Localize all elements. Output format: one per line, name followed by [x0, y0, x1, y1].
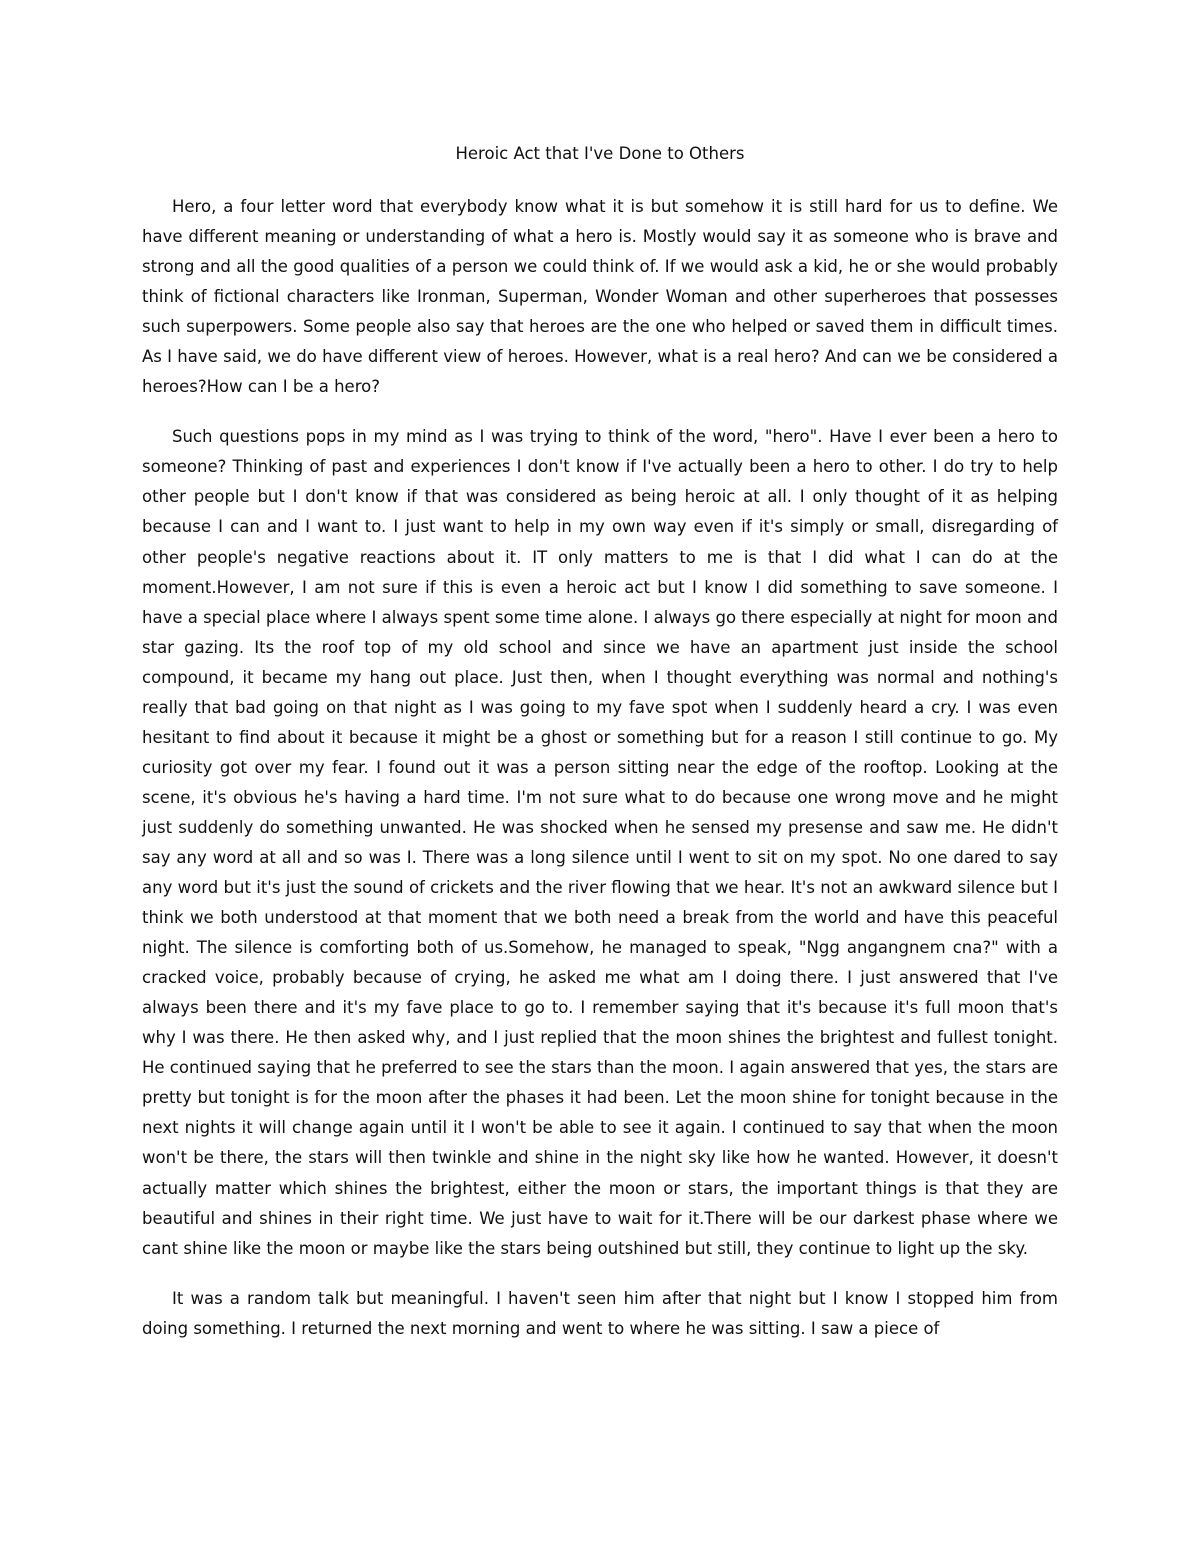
document-body — [142, 192, 1058, 1364]
paragraph-1: Hero, a four letter word that everybody know what it is but somehow it is still hard for us to define. We have different meaning or understanding of what a hero is. Mostly would say it as someone who is brave and strong and all the good qualities of a person we could think of. If we would ask a kid, he or she would probably think of fictional characters like Ironman, Superman, Wonder Woman and other superheroes that possesses such superpowers. Some people also say that heroes are the one who helped or saved them in difficult times. As I have said, we do have different view of heroes. However, what is a real hero? And can we be considered a heroes?How can I be a hero? — [142, 197, 1058, 397]
paragraph-3: It was a random talk but meaningful. I haven't seen him after that night but I know I stopped him from doing something. I returned the next morning and went to where he was sitting. I saw a piece of — [142, 1288, 1058, 1338]
paragraph-2: Such questions pops in my mind as I was trying to think of the word, "hero". Have I ever been a hero to someone? Thinking of past and experiences I don't know if I've actually been a hero to other. I do try to help other people but I don't know if that was considered as being heroic at all. I only thought of it as helping because I can and I want to. I just want to help in my own way even if it's simply or small, disregarding of other people's negative reactions about it. IT only matters to me is that I did what I can do at the moment.However, I am not sure if this is even a heroic act but I know I did something to save someone. I have a special place where I always spent some time alone. I always go there especially at night for moon and star gazing. Its the roof top of my old school and since we have an apartment just inside the school compound, it became my hang out place. Just then, when I thought everything was normal and nothing's really that bad going on that night as I was going to my fave spot when I suddenly heard a cry. I was even hesitant to find about it because it might be a ghost or something but for a reason I still continue to go. My curiosity got over my fear. I found out it was a person sitting near the edge of the rooftop. Looking at the scene, it's obvious he's having a hard time. I'm not sure what to do because one wrong move and he might just suddenly do something unwanted. He was shocked when he sensed my presense and saw me. He didn't say any word at all and so was I. There was a long silence until I went to sit on my spot. No one dared to say any word but it's just the sound of crickets and the river flowing that we hear. It's not an awkward silence but I think we both understood at that moment that we both need a break from the world and have this peaceful night. The silence is comforting both of us.Somehow, he managed to speak, "Ngg angangnem cna?" with a cracked voice, probably because of crying, he asked me what am I doing there. I just answered that I've always been there and it's my fave place to go to. I remember saying that it's because it's full moon that's why I was there. He then asked why, and I just replied that the moon shines the brightest and fullest tonight. He continued saying that he preferred to see the stars than the moon. I again answered that yes, the stars are pretty but tonight is for the moon after the phases it had been. Let the moon shine for tonight because in the next nights it will change again until it I won't be able to see it again. I continued to say that when the moon won't be there, the stars will then twinkle and shine in the night sky like how he wanted. However, it doesn't actually matter which shines the brightest, either the moon or stars, the important things is that they are beautiful and shines in their right time. We just have to wait for it.There will be our darkest phase where we cant shine like the moon or maybe like the stars being outshined but still, they continue to light up the sky. — [142, 427, 1059, 1258]
document-title: Heroic Act that I've Done to Others — [455, 144, 745, 163]
